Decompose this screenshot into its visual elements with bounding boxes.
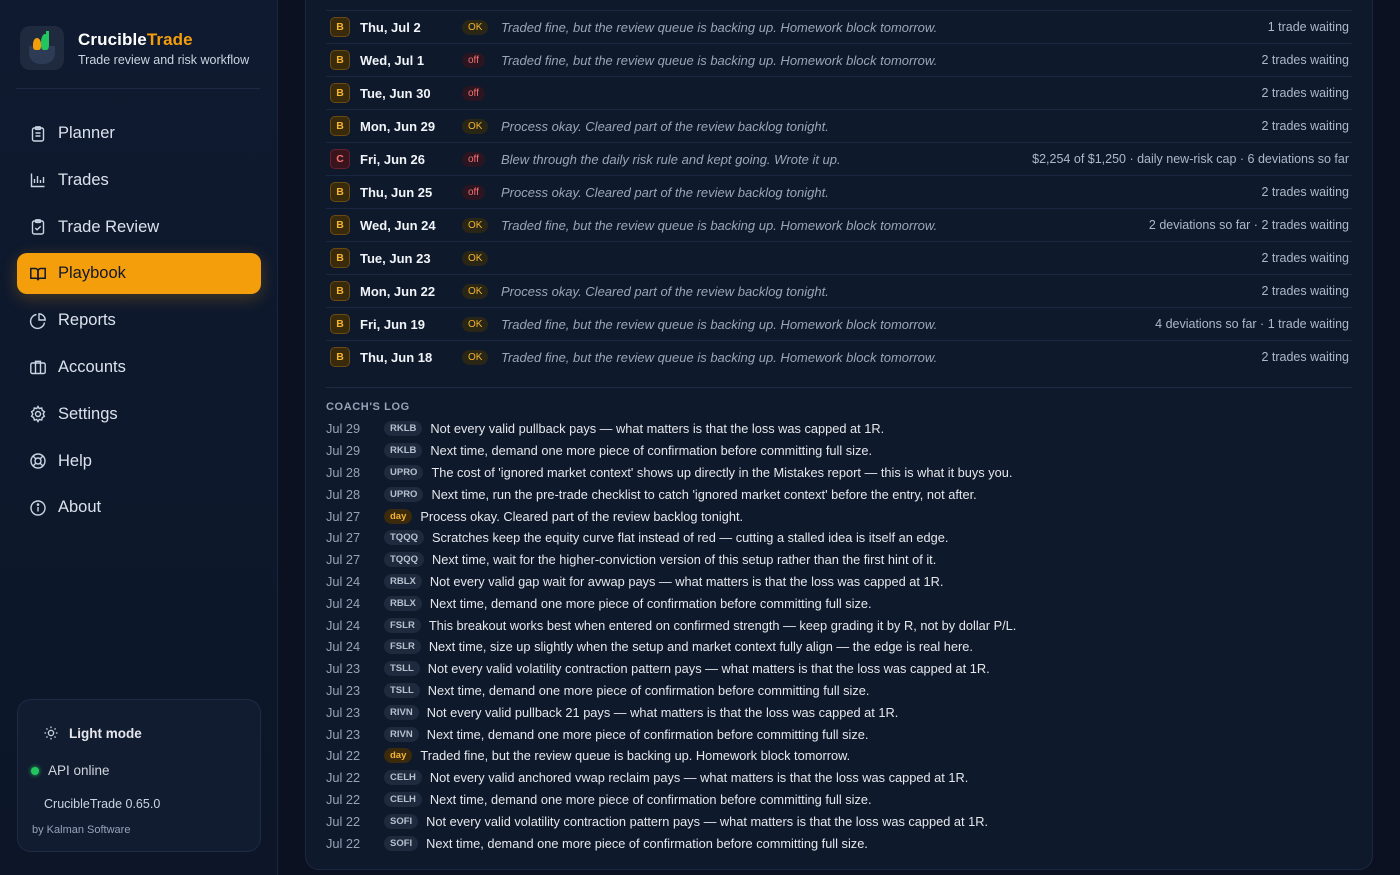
coach-log-entry [326,832,1352,854]
ticker-tag[interactable]: TSLL [384,683,420,698]
journal-meta: 2 trades waiting [1261,251,1349,265]
journal-day-row[interactable] [326,76,1352,109]
coach-log-list [326,418,1352,854]
briefcase-icon [29,358,47,376]
log-date: Jul 23 [326,682,361,698]
log-text: This breakout works best when entered on confirmed strength — keep grading it by R, not by dollar P/L. [428,617,1017,633]
journal-note: Traded fine, but the review queue is backing up. Homework block tomorrow. [501,52,938,68]
log-text: Process okay. Cleared part of the review backlog tonight. [420,508,744,524]
coach-log-entry [326,614,1352,636]
book-icon [29,265,47,283]
ticker-tag[interactable]: SOFI [384,814,418,829]
log-text: Next time, demand one more piece of confirmation before committing full size. [430,443,873,459]
grade-badge: B [330,50,350,70]
log-text: Next time, run the pre-trade checklist to catch 'ignored market context' before the entry, not after. [431,486,977,502]
log-date: Jul 29 [326,421,361,437]
chart-icon [29,171,47,189]
grade-badge: B [330,281,350,301]
sidebar-item-about[interactable] [17,487,261,528]
ticker-tag[interactable]: day [384,509,412,524]
brand-name: CrucibleTrade [78,29,193,49]
log-date: Jul 23 [326,726,361,742]
journal-note: Traded fine, but the review queue is backing up. Homework block tomorrow. [501,217,938,233]
log-text: Not every valid volatility contraction pattern pays — what matters is that the loss was capped at 1R. [427,661,990,677]
log-date: Jul 22 [326,748,361,764]
sidebar-nav [17,113,261,534]
coach-log-entry [326,680,1352,702]
log-text: Next time, wait for the higher-conviction version of this setup rather than the first hint of it. [431,552,937,568]
ticker-tag[interactable]: UPRO [384,487,423,502]
coach-log-entry [326,636,1352,658]
ticker-tag[interactable]: RBLX [384,574,422,589]
status-badge: OK [462,284,488,299]
sidebar-item-label: Planner [58,124,115,142]
journal-day-row[interactable] [326,340,1352,373]
coach-log-entry [326,767,1352,789]
sidebar-item-trades[interactable] [17,160,261,201]
log-date: Jul 28 [326,486,361,502]
status-badge: OK [462,251,488,266]
ticker-tag[interactable]: TSLL [384,661,420,676]
light-mode-toggle[interactable]: Light mode [43,725,142,741]
coach-log-entry [326,723,1352,745]
log-date: Jul 24 [326,573,361,589]
coach-log-entry [326,483,1352,505]
coach-log-entry [326,810,1352,832]
status-badge: off [462,152,485,167]
status-badge: OK [462,350,488,365]
sidebar-divider [16,88,260,89]
coach-log-entry [326,462,1352,484]
grade-badge: B [330,17,350,37]
journal-date: Thu, Jul 2 [360,19,421,35]
journal-meta: 2 trades waiting [1261,284,1349,298]
coach-log-heading: COACH'S LOG [326,401,410,413]
section-divider [326,387,1352,388]
log-date: Jul 22 [326,813,361,829]
log-text: Not every valid volatility contraction pattern pays — what matters is that the loss was capped at 1R. [426,813,989,829]
log-date: Jul 24 [326,617,361,633]
coach-log-entry [326,789,1352,811]
status-badge: OK [462,20,488,35]
log-text: Traded fine, but the review queue is backing up. Homework block tomorrow. [420,748,851,764]
log-date: Jul 28 [326,464,361,480]
log-date: Jul 27 [326,508,361,524]
journal-day-row[interactable] [326,208,1352,241]
status-badge: OK [462,218,488,233]
journal-note: Process okay. Cleared part of the review backlog tonight. [501,118,829,134]
ticker-tag[interactable]: RIVN [384,705,419,720]
log-text: Next time, demand one more piece of confirmation before committing full size. [426,726,869,742]
journal-date: Mon, Jun 29 [360,118,436,134]
status-badge: off [462,53,485,68]
sidebar-item-playbook[interactable] [17,253,261,294]
log-date: Jul 23 [326,704,361,720]
journal-date: Wed, Jul 1 [360,52,425,68]
coach-log-entry [326,745,1352,767]
ticker-tag[interactable]: day [384,748,412,763]
journal-note: Blew through the daily risk rule and kept going. Wrote it up. [501,151,841,167]
journal-meta: 2 trades waiting [1261,350,1349,364]
journal-note: Traded fine, but the review queue is backing up. Homework block tomorrow. [501,19,938,35]
sidebar-item-help[interactable] [17,441,261,482]
grade-badge: B [330,248,350,268]
coach-log-entry [326,440,1352,462]
grade-badge: B [330,182,350,202]
journal-date: Tue, Jun 23 [360,250,431,266]
api-status: API online [31,763,110,778]
journal-date: Thu, Jun 18 [360,349,433,365]
journal-note: Traded fine, but the review queue is backing up. Homework block tomorrow. [501,316,938,332]
journal-note: Process okay. Cleared part of the review backlog tonight. [501,283,829,299]
clipboard-check-icon [29,218,47,236]
coach-log-entry [326,571,1352,593]
coach-log-entry [326,549,1352,571]
sidebar-item-label: Trades [58,170,109,189]
sidebar-item-label: Trade Review [58,217,160,236]
log-date: Jul 22 [326,770,361,786]
sidebar-item-label: Reports [58,311,116,330]
journal-date: Tue, Jun 30 [360,85,431,101]
journal-note: Traded fine, but the review queue is backing up. Homework block tomorrow. [501,349,938,365]
journal-day-row[interactable] [326,109,1352,142]
journal-meta: 2 deviations so far · 2 trades waiting [1148,218,1349,232]
log-text: Not every valid gap wait for avwap pays — what matters is that the loss was capped at 1R. [429,573,944,589]
clipboard-icon [29,125,47,143]
log-date: Jul 27 [326,552,361,568]
log-date: Jul 24 [326,639,361,655]
sidebar-item-label: Settings [58,404,118,423]
sidebar-item-label: Help [58,451,92,470]
ticker-tag[interactable]: CELH [384,792,422,807]
log-text: Not every valid pullback 21 pays — what matters is that the loss was capped at 1R. [426,704,899,720]
log-text: Scratches keep the equity curve flat instead of red — cutting a stalled idea is itself an edge. [431,530,949,546]
log-date: Jul 29 [326,443,361,459]
journal-day-row[interactable] [326,10,1352,43]
ticker-tag[interactable]: RBLX [384,596,422,611]
sidebar-item-planner[interactable] [17,113,261,154]
sidebar-item-label: About [58,498,102,517]
journal-day-row[interactable] [326,142,1352,175]
logo-icon [20,26,64,70]
journal-day-row[interactable] [326,307,1352,340]
info-icon [29,499,47,517]
sidebar-item-label: Playbook [58,264,126,283]
journal-day-row[interactable] [326,175,1352,208]
brand[interactable] [20,26,249,70]
journal-meta: $2,254 of $1,250 · daily new-risk cap · 6 deviations so far [1032,152,1349,166]
journal-date: Thu, Jun 25 [360,184,433,200]
coach-log-entry [326,592,1352,614]
sidebar-item-trade-review[interactable] [17,207,261,248]
lifebuoy-icon [29,452,47,470]
journal-note: Process okay. Cleared part of the review backlog tonight. [501,184,829,200]
ticker-tag[interactable]: TQQQ [384,530,424,545]
status-dot-icon [31,767,39,775]
log-text: The cost of 'ignored market context' shows up directly in the Mistakes report — this is what it buys you. [431,464,1013,480]
sidebar-item-accounts[interactable] [17,347,261,388]
ticker-tag[interactable]: FSLR [384,639,421,654]
journal-meta: 4 deviations so far · 1 trade waiting [1155,317,1349,331]
journal-meta: 1 trade waiting [1267,20,1349,34]
log-date: Jul 22 [326,835,361,851]
ticker-tag[interactable]: RKLB [384,443,422,458]
status-badge: OK [462,317,488,332]
journal-date: Fri, Jun 26 [360,151,426,167]
ticker-tag[interactable]: UPRO [384,465,423,480]
log-text: Not every valid anchored vwap reclaim pays — what matters is that the loss was capped at 1R. [429,770,969,786]
coach-log-entry [326,658,1352,680]
log-date: Jul 24 [326,595,361,611]
journal-day-row[interactable] [326,241,1352,274]
sidebar-item-label: Accounts [58,357,126,376]
ticker-tag[interactable]: RKLB [384,421,422,436]
coach-log-entry [326,701,1352,723]
coach-log-entry [326,527,1352,549]
app-version: CrucibleTrade 0.65.0 [44,797,161,811]
status-card [17,699,261,852]
journal-meta: 2 trades waiting [1261,53,1349,67]
journal-meta: 2 trades waiting [1261,86,1349,100]
log-date: Jul 22 [326,791,361,807]
coach-log-entry [326,505,1352,527]
journal-date: Mon, Jun 22 [360,283,436,299]
journal-date: Fri, Jun 19 [360,316,426,332]
grade-badge: B [330,314,350,334]
ticker-tag[interactable]: CELH [384,770,422,785]
log-text: Next time, demand one more piece of confirmation before committing full size. [426,835,868,851]
ticker-tag[interactable]: RIVN [384,727,419,742]
log-text: Next time, demand one more piece of confirmation before committing full size. [427,682,870,698]
sidebar-item-reports[interactable] [17,300,261,341]
pie-chart-icon [29,312,47,330]
sun-icon [43,725,59,741]
playbook-panel [305,0,1373,870]
sidebar-item-settings[interactable] [17,394,261,435]
gear-icon [29,405,47,423]
brand-subtitle: Trade review and risk workflow [78,52,250,67]
ticker-tag[interactable]: TQQQ [384,552,424,567]
log-text: Next time, size up slightly when the setup and market context fully align — the edge is real here. [428,639,973,655]
grade-badge: B [330,347,350,367]
byline: by Kalman Software [32,824,131,836]
status-badge: off [462,185,485,200]
grade-badge: B [330,116,350,136]
grade-badge: C [330,149,350,169]
status-badge: off [462,86,485,101]
ticker-tag[interactable]: FSLR [384,618,421,633]
log-date: Jul 27 [326,530,361,546]
journal-meta: 2 trades waiting [1261,185,1349,199]
journal-day-row[interactable] [326,274,1352,307]
log-text: Next time, demand one more piece of confirmation before committing full size. [429,791,872,807]
grade-badge: B [330,83,350,103]
log-text: Next time, demand one more piece of confirmation before committing full size. [429,595,872,611]
sidebar [0,0,278,875]
log-date: Jul 23 [326,661,361,677]
journal-meta: 2 trades waiting [1261,119,1349,133]
log-text: Not every valid pullback pays — what matters is that the loss was capped at 1R. [430,421,885,437]
coach-log-entry [326,418,1352,440]
daily-journal-list [326,10,1352,373]
journal-date: Wed, Jun 24 [360,217,436,233]
grade-badge: B [330,215,350,235]
journal-day-row[interactable] [326,43,1352,76]
ticker-tag[interactable]: SOFI [384,836,418,851]
status-badge: OK [462,119,488,134]
